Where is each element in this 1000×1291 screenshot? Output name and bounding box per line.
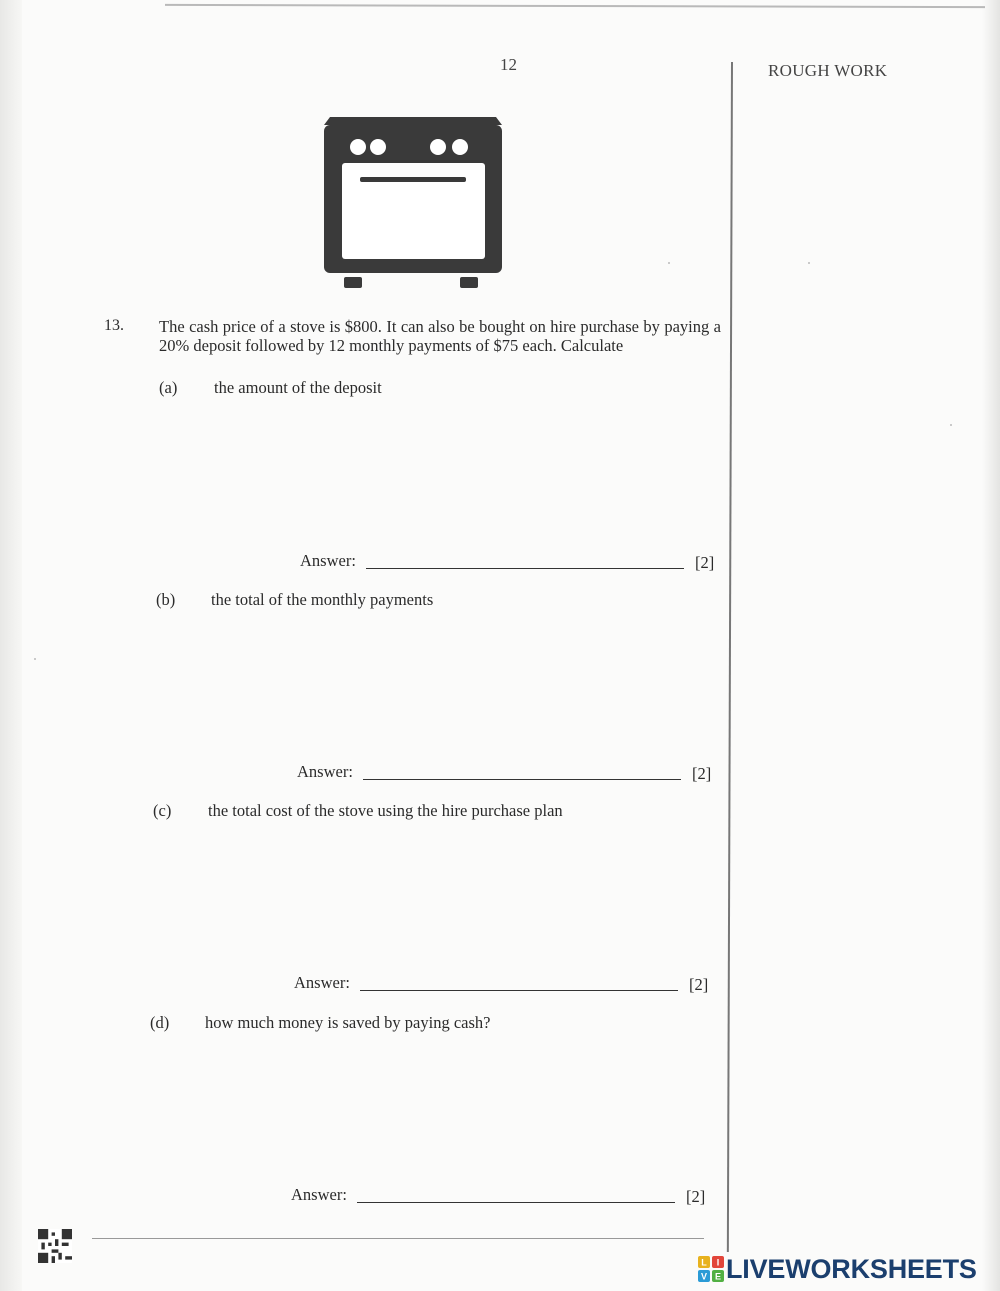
svg-text:I: I bbox=[716, 1257, 720, 1268]
svg-text:E: E bbox=[714, 1271, 722, 1282]
marks-label: [2] bbox=[695, 553, 715, 572]
brand-name: LIVEWORKSHEETS bbox=[726, 1254, 977, 1284]
part-d-label: (d) bbox=[150, 1013, 170, 1032]
liveworksheets-brand bbox=[698, 1254, 994, 1286]
part-c-answer bbox=[294, 973, 714, 997]
rough-work-heading: ROUGH WORK bbox=[768, 61, 888, 80]
answer-label: Answer: bbox=[291, 1185, 347, 1204]
marks-label: [2] bbox=[689, 975, 709, 994]
part-b-label: (b) bbox=[156, 590, 176, 609]
part-c-text: the total cost of the stove using the hire purchase plan bbox=[208, 801, 563, 820]
answer-input-line[interactable] bbox=[366, 568, 684, 569]
part-a-answer bbox=[300, 551, 720, 575]
liveworksheets-logo-icon bbox=[698, 1256, 724, 1282]
page-number: 12 bbox=[500, 55, 517, 74]
qr-code-icon bbox=[38, 1229, 72, 1263]
bottom-rule bbox=[92, 1238, 704, 1239]
question-number: 13. bbox=[104, 317, 124, 334]
answer-input-line[interactable] bbox=[357, 1202, 675, 1203]
scan-edge-right bbox=[982, 0, 1000, 1291]
svg-text:V: V bbox=[700, 1271, 708, 1282]
part-b-text: the total of the monthly payments bbox=[211, 590, 434, 609]
svg-text:L: L bbox=[701, 1257, 707, 1268]
part-a-text: the amount of the deposit bbox=[214, 378, 382, 397]
scan-speck bbox=[668, 262, 670, 264]
question-stem: The cash price of a stove is $800. It can also be bought on hire purchase by paying a 20% deposit followed by 12 monthly payments of $75 each. Calculate bbox=[159, 317, 721, 355]
marks-label: [2] bbox=[686, 1187, 706, 1206]
answer-input-line[interactable] bbox=[363, 779, 681, 780]
answer-input-line[interactable] bbox=[360, 990, 678, 991]
scan-speck bbox=[950, 424, 952, 426]
scan-edge-left bbox=[0, 0, 22, 1291]
scan-speck bbox=[34, 658, 36, 660]
marks-label: [2] bbox=[692, 764, 712, 783]
part-d-answer bbox=[291, 1185, 711, 1209]
part-a-label: (a) bbox=[159, 378, 178, 397]
scan-speck bbox=[808, 262, 810, 264]
part-b-answer bbox=[297, 762, 717, 786]
worksheet-page bbox=[22, 0, 1000, 1291]
part-d-text: how much money is saved by paying cash? bbox=[205, 1013, 491, 1032]
answer-label: Answer: bbox=[297, 762, 353, 781]
stove-icon bbox=[322, 117, 504, 291]
answer-label: Answer: bbox=[294, 973, 350, 992]
part-c-label: (c) bbox=[153, 801, 172, 820]
answer-label: Answer: bbox=[300, 551, 356, 570]
